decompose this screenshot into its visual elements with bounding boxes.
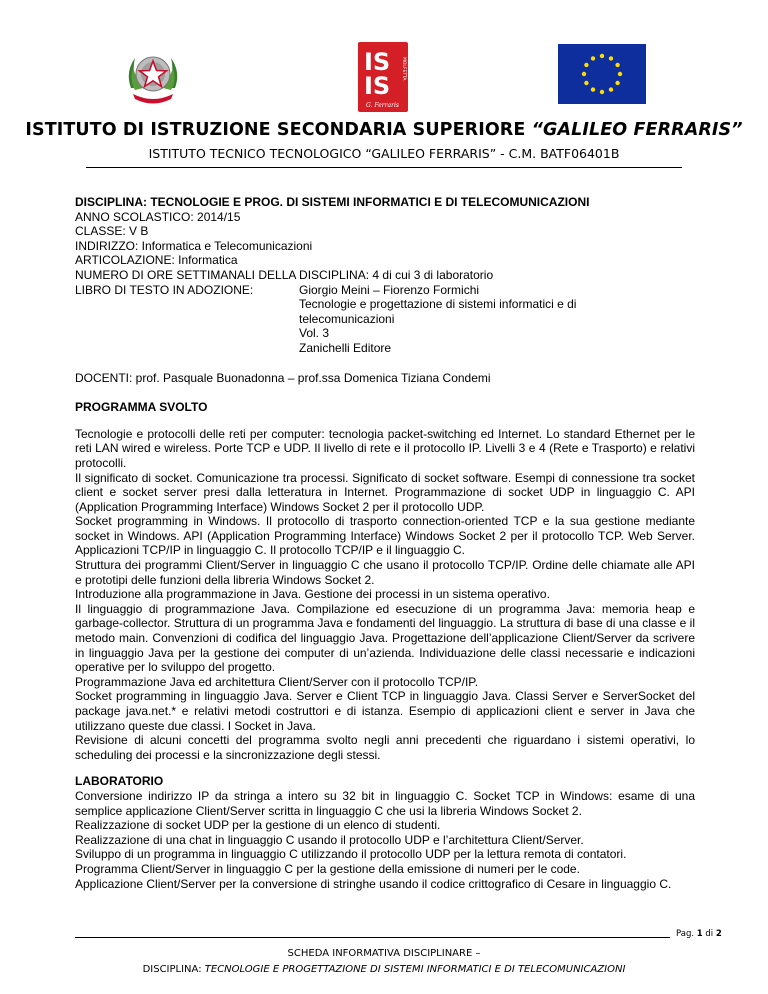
program-paragraph: Il significato di socket. Comunicazione tra processi. Significato di socket software. Esempi di connessione tra socket client e socket server presi dalla letteratura in Internet. Programmazione di socket UDP in linguaggio C. API (Application Programming Interface) Windows Socket 2 per il protocollo UDP. bbox=[75, 470, 695, 514]
page-middle: di bbox=[702, 929, 716, 939]
textbook-block bbox=[75, 283, 695, 356]
textbook-volume: Vol. 3 bbox=[299, 326, 330, 341]
lab-paragraph: Conversione indirizzo IP da stringa a intero su 32 bit in linguaggio C. Socket TCP in Windows: esame di una semplice applicazione Client/Server scritta in linguaggio C che usi la libreria Windows Socket 2. bbox=[75, 788, 695, 818]
program-paragraph: Struttura dei programmi Client/Server in linguaggio C che usano il protocollo TCP/IP. Ordine delle chiamate alle API e prototipi delle funzioni della libreria Windows Socket 2. bbox=[75, 558, 695, 587]
lab-paragraph: Applicazione Client/Server per la conversione di stringhe usando il codice crittografico di Cesare in linguaggio C. bbox=[75, 876, 672, 891]
isis-logo-text-top: IS bbox=[364, 48, 391, 76]
isis-logo-side-text: MOLFETTA bbox=[401, 57, 406, 81]
program-paragraph: Tecnologie e protocolli delle reti per computer: tecnologia packet-switching ed Internet. Lo standard Ethernet per le reti LAN wired e wireless. Porte TCP e UDP. Il livello di rete e il protocollo IP. Livelli 3 e 4 (Rete e Trasporto) e relativi protocolli. bbox=[75, 426, 695, 470]
textbook-title-line1: Tecnologie e progettazione di sistemi informatici e di bbox=[299, 297, 577, 312]
footer-divider bbox=[75, 937, 670, 938]
lab-paragraph: Realizzazione di una chat in linguaggio C usando il protocollo UDP e l’architettura Client/Server. bbox=[75, 832, 584, 847]
textbook-authors: Giorgio Meini – Fiorenzo Formichi bbox=[299, 282, 480, 297]
program-paragraph: Il linguaggio di programmazione Java. Compilazione ed esecuzione di un programma Java: memoria heap e garbage-collector. Struttura di un programma Java e fondamenti del linguaggio. La struttura di base di una classe e il metodo main. Convenzioni di codifica del linguaggio Java. Progettazione dell’applicazione Client/Server da scrivere in linguaggio Java per la gestione dei computer di un’azienda. Individuazione delle classi necessarie e indicazioni operative per lo sviluppo del progetto. bbox=[75, 601, 695, 675]
isis-logo-caption: G. Ferraris bbox=[366, 102, 399, 109]
discipline-heading: DISCIPLINA: TECNOLOGIE E PROG. DI SISTEMI INFORMATICI E DI TELECOMUNICAZIONI bbox=[75, 195, 590, 209]
articulation-line: ARTICOLAZIONE: Informatica bbox=[75, 253, 238, 268]
footer-discipline bbox=[0, 964, 768, 975]
footer-form-title: SCHEDA INFORMATIVA DISCIPLINARE – bbox=[287, 948, 481, 959]
header-logos bbox=[0, 40, 768, 112]
eu-flag-icon bbox=[558, 44, 646, 104]
school-subtitle: ISTITUTO TECNICO TECNOLOGICO “GALILEO FERRARIS” - C.M. BATF06401B bbox=[148, 146, 620, 161]
program-paragraph: Socket programming in linguaggio Java. Server e Client TCP in linguaggio Java. Classi Server e ServerSocket del package java.net.* e relativi metodi costruttori e di istanza. Esempio di applicazioni client e server in Java che utilizzano queste due classi. I Socket in Java. bbox=[75, 689, 695, 733]
textbook-publisher: Zanichelli Editore bbox=[299, 340, 392, 355]
page-total: 2 bbox=[715, 929, 722, 939]
textbook-title-line2: telecomunicazioni bbox=[299, 311, 395, 326]
footer-discipline-name: TECNOLOGIE E PROGETTAZIONE DI SISTEMI INFORMATICI E DI TELECOMUNICAZIONI bbox=[204, 964, 626, 975]
document-body bbox=[75, 195, 695, 891]
isis-ferraris-logo-icon bbox=[358, 42, 408, 112]
page-number bbox=[676, 929, 722, 939]
address-line: INDIRIZZO: Informatica e Telecomunicazioni bbox=[75, 238, 313, 253]
lab-section-title: LABORATORIO bbox=[75, 774, 164, 789]
page-prefix: Pag. bbox=[676, 929, 697, 939]
school-title-italic: “GALILEO FERRARIS” bbox=[531, 120, 743, 140]
teachers-line: DOCENTI: prof. Pasquale Buonadonna – prof.ssa Domenica Tiziana Condemi bbox=[75, 370, 491, 385]
weekly-hours-line: NUMERO DI ORE SETTIMANALI DELLA DISCIPLINA: 4 di cui 3 di laboratorio bbox=[75, 267, 494, 282]
school-title-main: ISTITUTO DI ISTRUZIONE SECONDARIA SUPERIORE bbox=[25, 120, 532, 140]
lab-paragraph: Programma Client/Server in linguaggio C per la gestione della emissione di numeri per le code. bbox=[75, 861, 580, 876]
lab-paragraph: Realizzazione di socket UDP per la gestione di un elenco di studenti. bbox=[75, 818, 441, 833]
class-line: CLASSE: V B bbox=[75, 224, 149, 239]
program-paragraph: Revisione di alcuni concetti del programma svolto negli anni precedenti che riguardano i sistemi operativi, lo scheduling dei processi e la sincronizzazione degli stessi. bbox=[75, 733, 695, 762]
textbook-label: LIBRO DI TESTO IN ADOZIONE: bbox=[75, 282, 254, 297]
school-title bbox=[0, 120, 768, 140]
page-current: 1 bbox=[696, 929, 703, 939]
school-year: ANNO SCOLASTICO: 2014/15 bbox=[75, 209, 241, 224]
isis-logo-text-bottom: IS bbox=[364, 72, 391, 100]
program-paragraph: Introduzione alla programmazione in Java. Gestione dei processi in un sistema operativo. bbox=[75, 587, 550, 602]
italian-republic-emblem-icon bbox=[121, 44, 185, 108]
program-section-title: PROGRAMMA SVOLTO bbox=[75, 400, 208, 415]
header-divider bbox=[86, 167, 682, 168]
footer-discipline-prefix: DISCIPLINA: bbox=[142, 964, 205, 975]
lab-paragraph: Sviluppo di un programma in linguaggio C utilizzando il protocollo UDP per la lettura remota di contatori. bbox=[75, 847, 627, 862]
program-paragraph: Programmazione Java ed architettura Client/Server con il protocollo TCP/IP. bbox=[75, 674, 479, 689]
program-paragraph: Socket programming in Windows. Il protocollo di trasporto connection-oriented TCP e la sua gestione mediante socket in Windows. API (Application Programming Interface) Windows Socket 2 per il protocollo TCP. Web Server. Applicazioni TCP/IP in linguaggio C. Il protocollo TCP/IP e il linguaggio C. bbox=[75, 514, 695, 558]
